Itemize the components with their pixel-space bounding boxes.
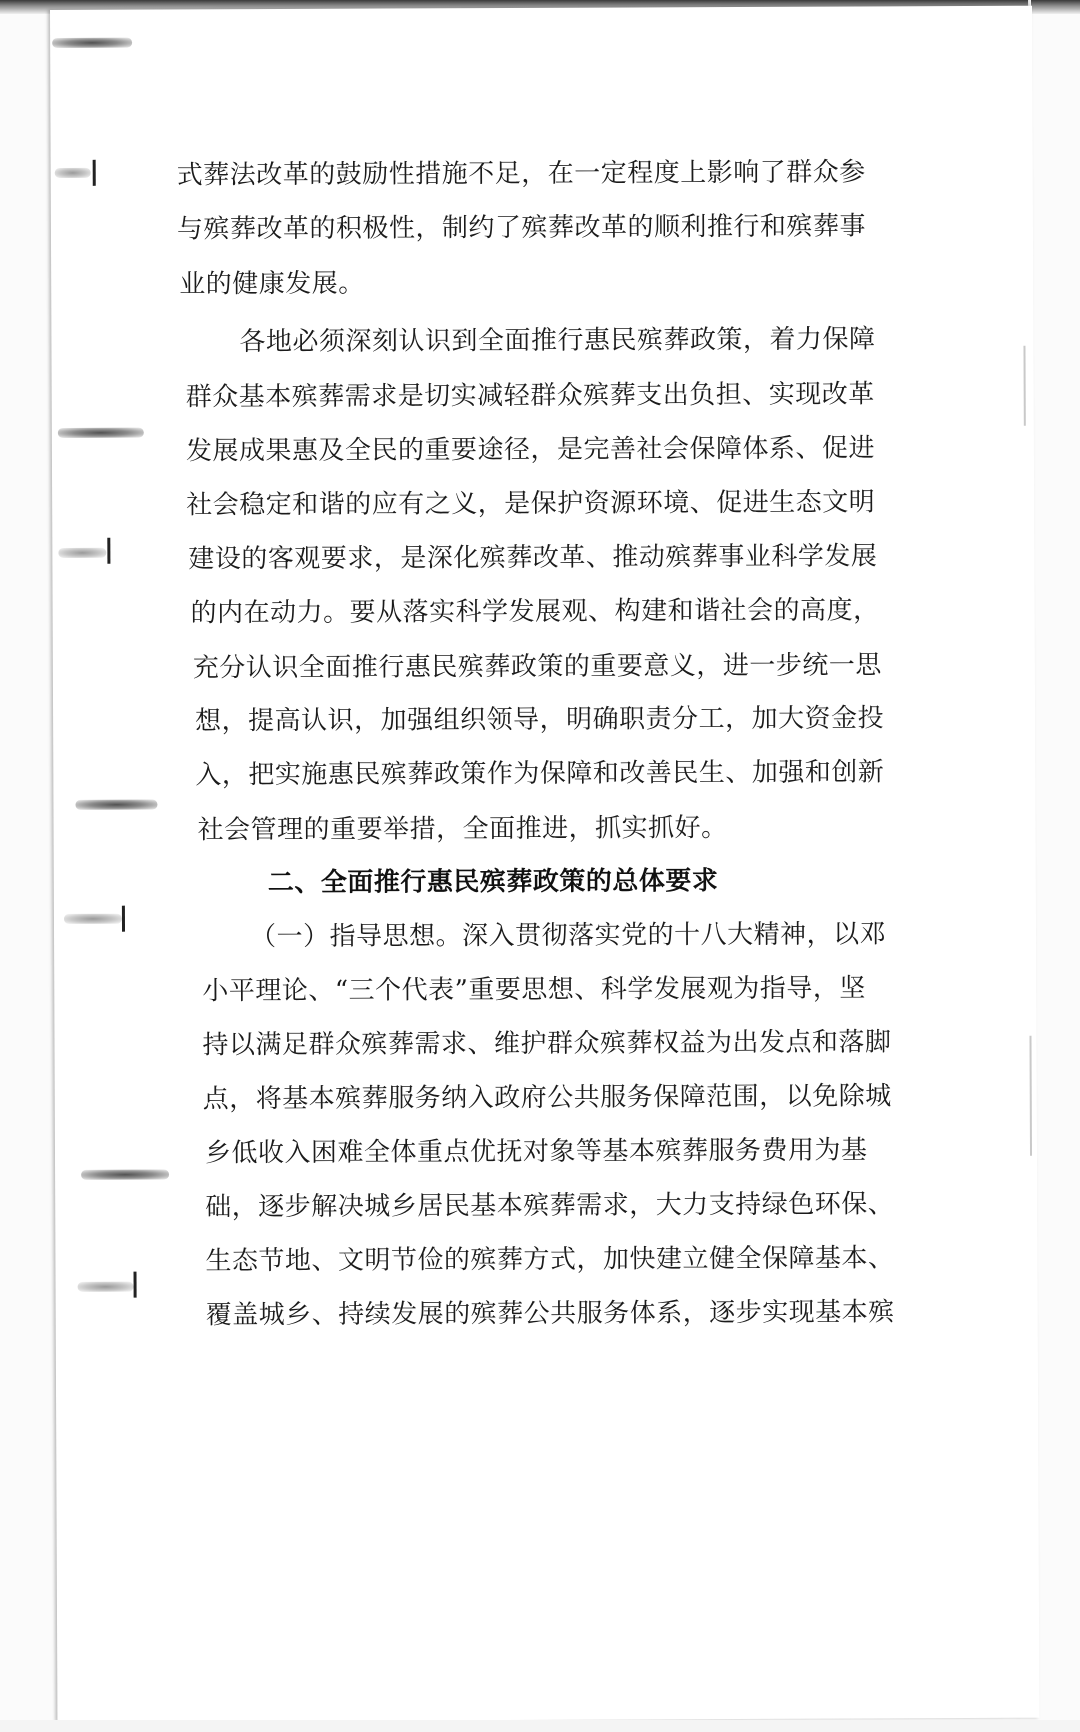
binding-hole-mark <box>64 914 122 924</box>
body-text-line: 入，把实施惠民殡葬政策作为保障和改善民生、加强和创新 <box>195 757 885 791</box>
body-text-line: 社会管理的重要举措，全面推进，抓实抓好。 <box>197 813 728 846</box>
margin-tick-mark <box>107 538 110 564</box>
body-text-line: 充分认识全面推行惠民殡葬政策的重要意义，进一步统一思 <box>192 650 882 684</box>
body-text-line: 生态节地、文明节俭的殡葬方式，加快建立健全保障基本、 <box>205 1243 895 1277</box>
body-text-line: 的内在动力。要从落实科学发展观、构建和谐社会的高度， <box>190 595 880 629</box>
binding-hole-mark <box>52 38 132 48</box>
body-text-line: 小平理论、“三个代表”重要思想、科学发展观为指导，坚 <box>202 973 866 1007</box>
section-heading: 二、全面推行惠民殡葬政策的总体要求 <box>267 866 719 899</box>
binding-hole-mark <box>58 428 144 438</box>
binding-hole-mark <box>55 168 91 178</box>
binding-hole-mark <box>78 1282 134 1292</box>
body-text-line: 式葬法改革的鼓励性措施不足，在一定程度上影响了群众参 <box>176 157 866 191</box>
binding-hole-mark <box>75 800 157 810</box>
scan-speck <box>1029 1036 1032 1156</box>
body-text-line: 业的健康发展。 <box>179 268 365 300</box>
body-text-line: 发展成果惠及全民的重要途径，是完善社会保障体系、促进 <box>185 433 876 467</box>
body-text-line: 持以满足群众殡葬需求、维护群众殡葬权益为出发点和落脚 <box>202 1027 892 1061</box>
body-text-line: 础，逐步解决城乡居民基本殡葬需求，大力支持绿色环保、 <box>205 1189 895 1223</box>
body-text-line: 乡低收入困难全体重点优抚对象等基本殡葬服务费用为基 <box>204 1135 868 1169</box>
margin-tick-mark <box>134 1272 137 1298</box>
binding-hole-mark <box>81 1169 169 1179</box>
scan-bottom-area <box>0 1720 1080 1732</box>
body-text-line: 覆盖城乡、持续发展的殡葬公共服务体系，逐步实现基本殡 <box>205 1297 895 1331</box>
body-text-line: 各地必须深刻认识到全面推行惠民殡葬政策，着力保障 <box>239 324 876 358</box>
margin-tick-mark <box>93 160 96 186</box>
body-text-line: 与殡葬改革的积极性，制约了殡葬改革的顺利推行和殡葬事 <box>176 211 867 245</box>
body-text-line: （一）指导思想。深入贯彻落实党的十八大精神，以邓 <box>249 919 887 953</box>
body-text-line: 群众基本殡葬需求是切实减轻群众殡葬支出负担、实现改革 <box>185 379 875 413</box>
scan-speck <box>1023 346 1025 426</box>
binding-hole-mark <box>58 548 106 558</box>
body-text-line: 社会稳定和谐的应有之义，是保护资源环境、促进生态文明 <box>186 487 876 521</box>
body-text-line: 点，将基本殡葬服务纳入政府公共服务保障范围，以免除城 <box>202 1081 892 1115</box>
document-page <box>50 6 1039 1722</box>
body-text-line: 想，提高认识，加强组织领导，明确职责分工，加大资金投 <box>195 703 885 737</box>
margin-tick-mark <box>122 906 125 932</box>
body-text-line: 建设的客观要求，是深化殡葬改革、推动殡葬事业科学发展 <box>188 541 878 575</box>
